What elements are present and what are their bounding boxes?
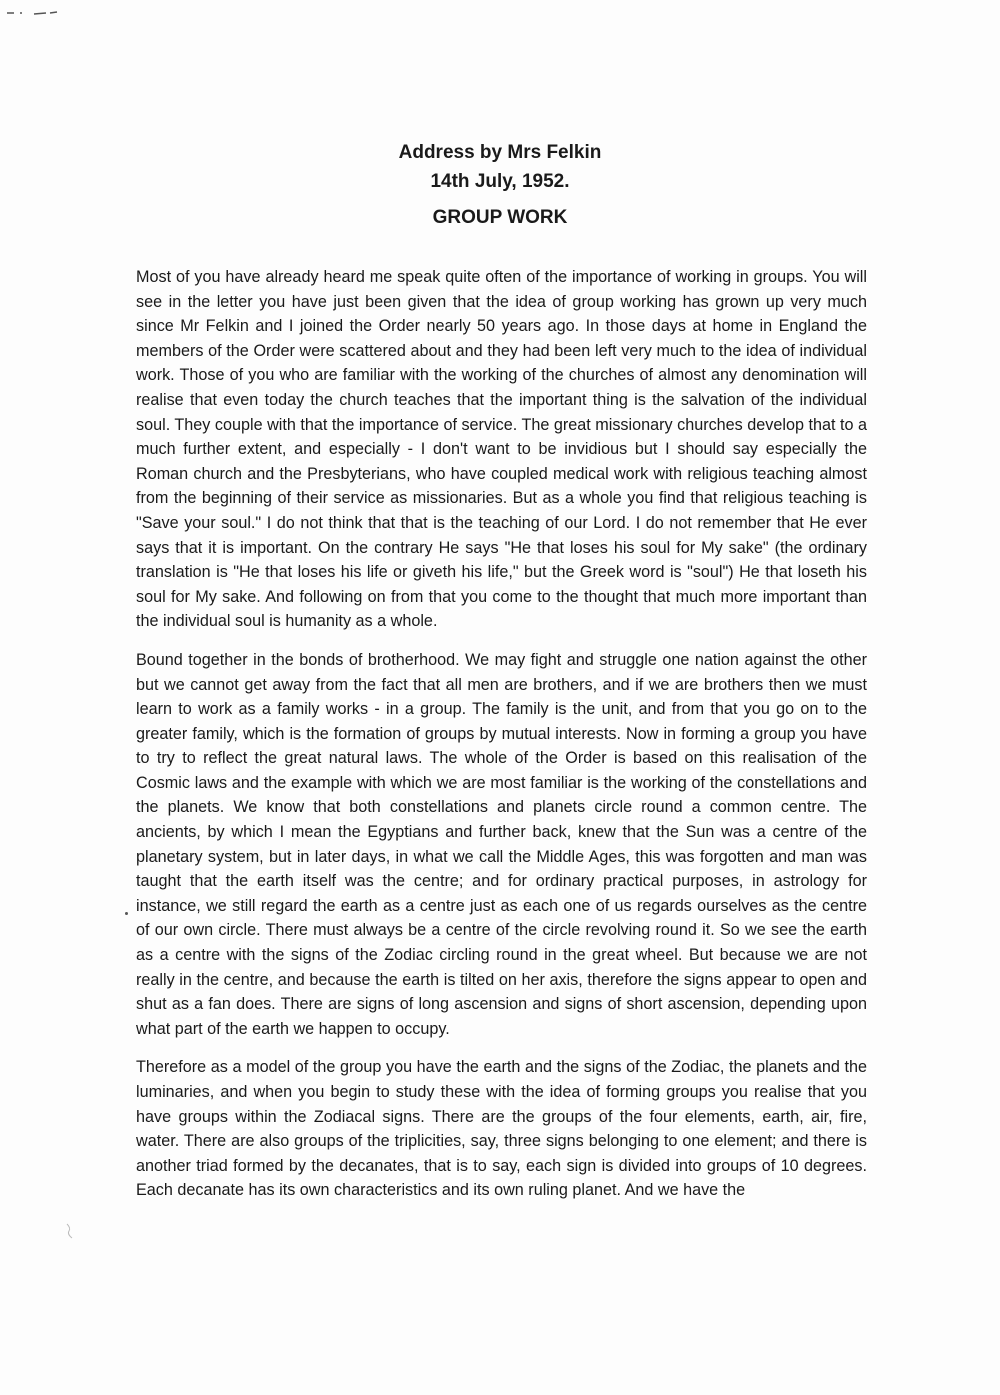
section-heading: GROUP WORK [432, 207, 568, 228]
paragraph-2: Bound together in the bonds of brotherhood. We may fight and struggle one nation against the other but we cannot get away from the fact that all men are brothers, and if we are brothers then we must learn to work as a family works - in a group. The family is the unit, and from that you go on to the greater family, which is the formation of groups by mutual interests. Now in forming a group you have to try to reflect the great natural laws. The whole of the Order is based on this realisation of the Cosmic laws and the example with which we are most familiar is the working of the constellations and the planets. We know that both constellations and planets circle round a common centre. The ancients, by which I mean the Egyptians and further back, knew that the Sun was a centre of the planetary system, but in later days, in what we call the Middle Ages, this was forgotten and man was taught that the earth itself was the centre; and for ordinary practical purposes, in astrology for instance, we still regard the earth as a centre just as each one of us regards ourselves as the centre of our own circle. There must always be a centre of the circle revolving round it. So we see the earth as a centre with the signs of the Zodiac circling round in the great wheel. But because we are not really in the centre, and because the earth is tilted on her axis, therefore the signs appear to open and shut as a fan does. There are signs of long ascension and signs of short ascension, depending upon what part of the earth we happen to occupy. [136, 650, 867, 1038]
document-header [0, 138, 1000, 232]
paragraph-1: Most of you have already heard me speak quite often of the importance of working in groups. You will see in the letter you have just been given that the idea of group working has grown up very much since Mr Felkin and I joined the Order nearly 50 years ago. In those days at home in England the members of the Order were scattered about and they had been left very much to the idea of individual work. Those of you who are familiar with the working of the churches of almost any denomination will realise that even today the church teaches that the important thing is the salvation of the individual soul. They couple with that the importance of service. The great missionary churches develop that to a much further extent, and especially - I don't want to be invidious but I should say especially the Roman church and the Presbyterians, who have coupled medical work with religious teaching almost from the beginning of their service as missionaries. But as a whole you find that religious teaching is "Save your soul." I do not think that that is the teaching of our Lord. I do not remember that He ever says that it is important. On the contrary He says "He that loses his soul for My sake" (the ordinary translation is "He that loses his life or giveth his life," but the Greek word is "soul") He that loseth his soul for My sake. And following on from that you come to the thought that much more important than the individual soul is humanity as a whole. [136, 268, 867, 631]
pen-mark [6, 10, 58, 16]
address-date: 14th July, 1952. [430, 171, 570, 192]
paragraph-3: Therefore as a model of the group you have the earth and the signs of the Zodiac, the planets and the luminaries, and when you begin to study these with the idea of forming groups you realise that you have groups within the Zodiacal signs. There are the groups of the four elements, earth, air, fire, water. There are also groups of the triplicities, say, three signs belonging to one element; and there is another triad formed by the decanates, that is to say, each sign is divided into groups of 10 degrees. Each decanate has its own characteristics and its own ruling planet. And we have the [136, 1058, 867, 1200]
pencil-mark [64, 1222, 78, 1240]
document-body [136, 265, 867, 1217]
speck-mark [125, 912, 128, 915]
address-title: Address by Mrs Felkin [398, 142, 602, 163]
